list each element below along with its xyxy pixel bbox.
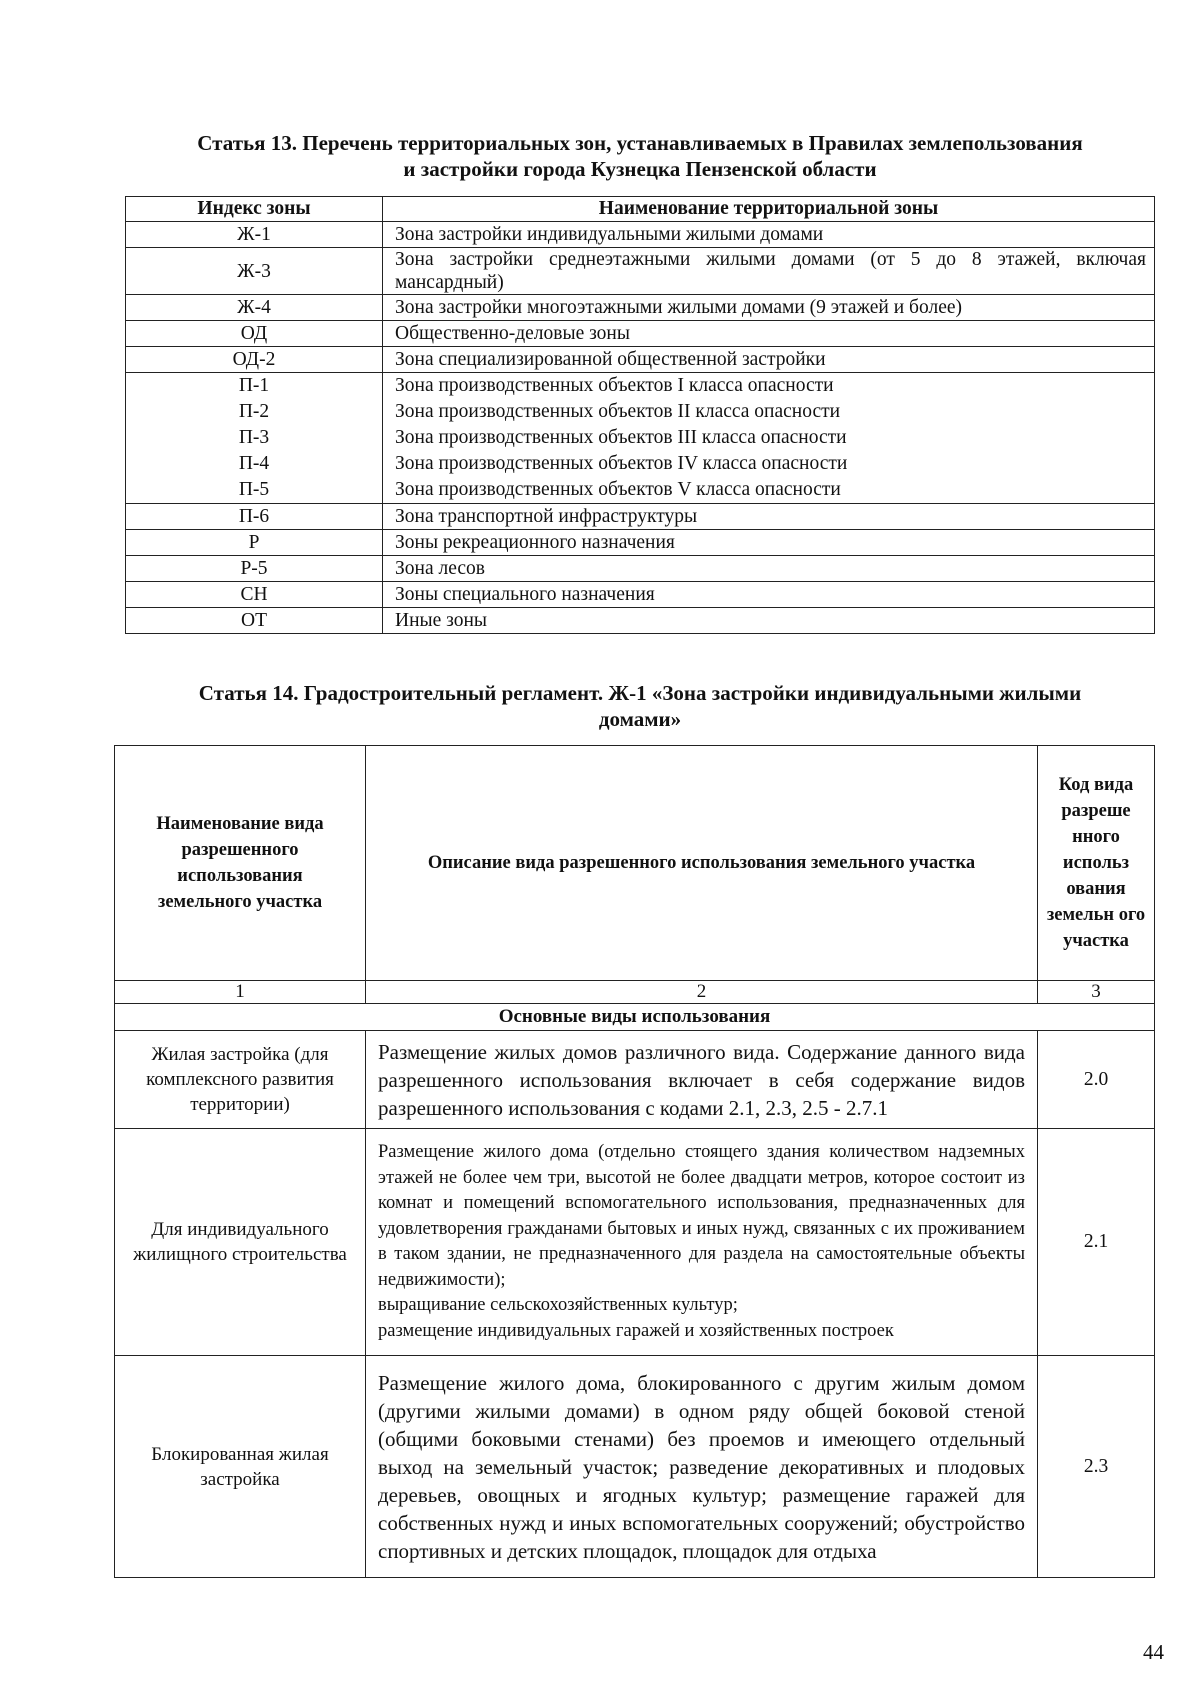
zone-index: СН bbox=[126, 582, 383, 608]
permitted-use-code: 2.1 bbox=[1038, 1129, 1155, 1356]
column-number: 3 bbox=[1038, 981, 1155, 1004]
table-row bbox=[126, 504, 1155, 530]
industrial-zone-names bbox=[383, 373, 1155, 504]
regulation-table bbox=[114, 745, 1155, 1578]
column-numbers-row bbox=[115, 981, 1155, 1004]
zone-index: Р bbox=[126, 530, 383, 556]
section-title: Основные виды использования bbox=[115, 1004, 1155, 1031]
zone-index: ОТ bbox=[126, 608, 383, 634]
zones-table-header bbox=[126, 197, 1155, 222]
table-row bbox=[126, 530, 1155, 556]
article-14-title bbox=[115, 680, 1165, 732]
table-row bbox=[126, 556, 1155, 582]
permitted-use-code-header: Код вида разреше нного использ ования земельн ого участка bbox=[1038, 746, 1155, 981]
zone-index: Ж-1 bbox=[126, 222, 383, 248]
zone-name-header: Наименование территориальной зоны bbox=[383, 197, 1155, 222]
zone-name: Общественно-деловые зоны bbox=[383, 321, 1155, 347]
industrial-zone-indexes bbox=[126, 373, 383, 504]
article-14-title-line2: домами» bbox=[598, 707, 682, 731]
zone-name: Иные зоны bbox=[383, 608, 1155, 634]
zone-name: Зона производственных объектов V класса опасности bbox=[395, 479, 841, 500]
permitted-use-description bbox=[366, 1129, 1038, 1356]
description-paragraph: выращивание сельскохозяйственных культур; bbox=[378, 1295, 738, 1315]
zone-index: П-6 bbox=[126, 504, 383, 530]
permitted-use-name-header: Наименование вида разрешенного использования земельного участка bbox=[115, 746, 366, 981]
table-row bbox=[126, 582, 1155, 608]
description-paragraph: Размещение жилого дома (отдельно стоящего здания количеством надземных этажей не более чем три, высотой не более двадцати метров, которое состоит из комнат и помещений вспомогательного использования, предназначенных для удовлетворения гражданами бытовых и иных нужд, связанных с их проживанием в таком здании, не предназначенного для раздела на самостоятельные объекты недвижимости); bbox=[378, 1142, 1025, 1290]
zone-index: Ж-3 bbox=[126, 248, 383, 295]
zone-index: Р-5 bbox=[126, 556, 383, 582]
table-row bbox=[115, 1356, 1155, 1578]
table-row bbox=[126, 222, 1155, 248]
zone-name: Зона застройки среднеэтажными жилыми домами (от 5 до 8 этажей, включая мансардный) bbox=[383, 248, 1155, 295]
table-row bbox=[115, 1031, 1155, 1129]
zone-index: ОД-2 bbox=[126, 347, 383, 373]
column-number: 1 bbox=[115, 981, 366, 1004]
table-row bbox=[115, 1129, 1155, 1356]
description-paragraph: Размещение жилых домов различного вида. Содержание данного вида разрешенного использования включает в себя содержание видов разрешенного использования с кодами 2.1, 2.3, 2.5 - 2.7.1 bbox=[378, 1039, 1025, 1120]
regulation-table-header bbox=[115, 746, 1155, 981]
article-13-title-line1: Статья 13. Перечень территориальных зон, устанавливаемых в Правилах землепользования bbox=[197, 131, 1083, 155]
zone-index: Ж-4 bbox=[126, 295, 383, 321]
table-row bbox=[126, 248, 1155, 295]
table-row bbox=[126, 321, 1155, 347]
zone-index: ОД bbox=[126, 321, 383, 347]
permitted-use-description-header: Описание вида разрешенного использования земельного участка bbox=[366, 746, 1038, 981]
permitted-use-name: Жилая застройка (для комплексного развития территории) bbox=[115, 1031, 366, 1129]
zone-name: Зона специализированной общественной застройки bbox=[383, 347, 1155, 373]
permitted-use-code: 2.0 bbox=[1038, 1031, 1155, 1129]
permitted-use-code: 2.3 bbox=[1038, 1356, 1155, 1578]
zone-name: Зона транспортной инфраструктуры bbox=[383, 504, 1155, 530]
zone-index: П-4 bbox=[238, 453, 270, 474]
section-row bbox=[115, 1004, 1155, 1031]
zone-name: Зона производственных объектов III класса опасности bbox=[395, 427, 847, 448]
zone-name: Зона лесов bbox=[383, 556, 1155, 582]
column-number: 2 bbox=[366, 981, 1038, 1004]
description-paragraph: размещение индивидуальных гаражей и хозяйственных построек bbox=[378, 1320, 894, 1341]
zone-name: Зона застройки многоэтажными жилыми домами (9 этажей и более) bbox=[383, 295, 1155, 321]
zone-name: Зона производственных объектов II класса опасности bbox=[395, 401, 841, 422]
article-13-title-line2: и застройки города Кузнецка Пензенской области bbox=[403, 157, 877, 181]
zone-name: Зона производственных объектов IV класса опасности bbox=[395, 453, 848, 474]
table-row bbox=[126, 295, 1155, 321]
zone-index: П-5 bbox=[238, 479, 270, 500]
zone-index: П-1 bbox=[238, 375, 270, 396]
article-13-title bbox=[115, 130, 1165, 182]
permitted-use-description bbox=[366, 1031, 1038, 1129]
page-number: 44 bbox=[1143, 1640, 1164, 1664]
zone-name: Зона производственных объектов I класса опасности bbox=[395, 375, 834, 396]
permitted-use-name: Блокированная жилая застройка bbox=[115, 1356, 366, 1578]
permitted-use-description bbox=[366, 1356, 1038, 1578]
zone-index-header: Индекс зоны bbox=[126, 197, 383, 222]
zone-name: Зоны рекреационного назначения bbox=[383, 530, 1155, 556]
zone-name: Зона застройки индивидуальными жилыми домами bbox=[383, 222, 1155, 248]
industrial-zones-row bbox=[126, 373, 1155, 504]
zone-index: П-3 bbox=[238, 427, 270, 448]
zones-table bbox=[125, 196, 1155, 634]
description-paragraph: Размещение жилого дома, блокированного с другим жилым домом (другими жилыми домами) в одном ряду общей боковой стеной (общими боковыми стенами) без проемов и имеющего отдельный выход на земельный участок; разведение декоративных и плодовых деревьев, овощных и ягодных культур; размещение гаражей для собственных нужд и иных вспомогательных сооружений; обустройство спортивных и детских площадок, площадок для отдыха bbox=[378, 1370, 1025, 1563]
zone-index: П-2 bbox=[238, 401, 270, 422]
permitted-use-name: Для индивидуального жилищного строительства bbox=[115, 1129, 366, 1356]
table-row bbox=[126, 347, 1155, 373]
table-row bbox=[126, 608, 1155, 634]
article-14-title-line1: Статья 14. Градостроительный регламент. Ж-1 «Зона застройки индивидуальными жилыми bbox=[198, 681, 1082, 705]
zone-name: Зоны специального назначения bbox=[383, 582, 1155, 608]
